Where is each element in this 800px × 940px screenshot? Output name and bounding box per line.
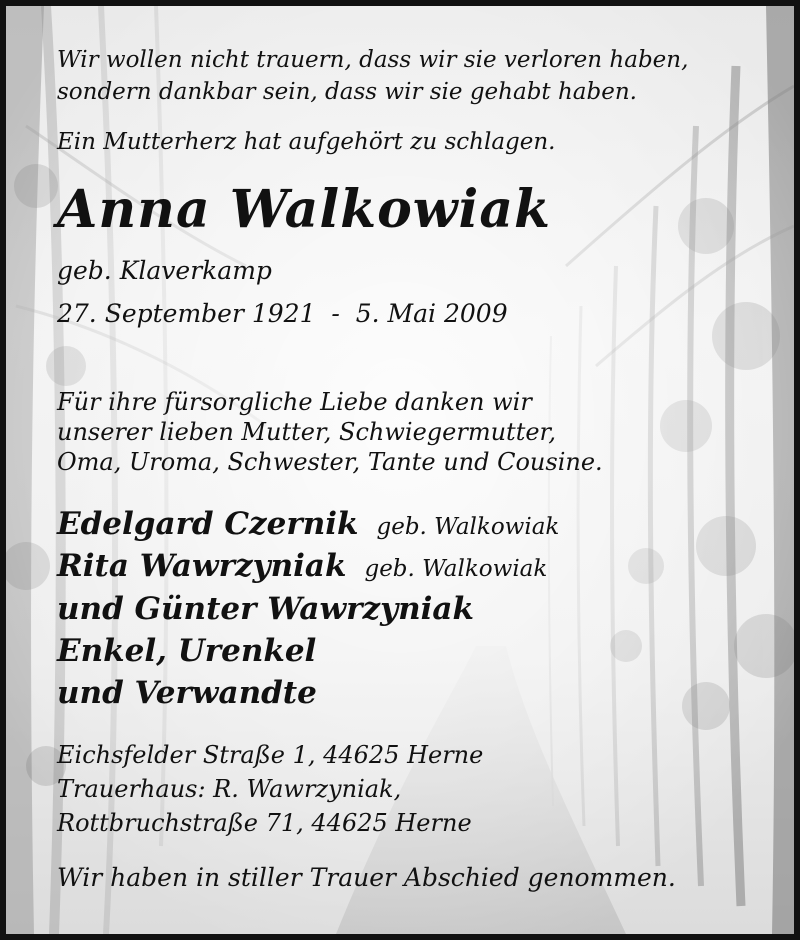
- family-member: und Verwandte: [57, 675, 317, 711]
- family-member-name: Rita Wawrzyniak: [57, 548, 347, 584]
- notice-text: [6, 6, 794, 934]
- deceased-name: Anna Walkowiak: [57, 179, 552, 240]
- family-member-name: Edelgard Czernik: [57, 506, 359, 542]
- address-line-1: Eichsfelder Straße 1, 44625 Herne: [57, 741, 484, 769]
- closing-line: Wir haben in stiller Trauer Abschied genommen.: [57, 863, 676, 892]
- family-member: und Günter Wawrzyniak: [57, 591, 474, 627]
- quote-line-1: Wir wollen nicht trauern, dass wir sie verloren haben,: [57, 47, 689, 73]
- birth-name: geb. Klaverkamp: [57, 256, 272, 285]
- thanks-line-2: unserer lieben Mutter, Schwiegermutter,: [57, 418, 557, 446]
- life-dates: 27. September 1921 - 5. Mai 2009: [57, 299, 508, 328]
- thanks-line-1: Für ihre fürsorgliche Liebe danken wir: [57, 388, 532, 416]
- family-member: Enkel, Urenkel: [57, 633, 317, 669]
- intro-line: Ein Mutterherz hat aufgehört zu schlagen.: [57, 129, 556, 155]
- address-line-2: Trauerhaus: R. Wawrzyniak,: [57, 775, 402, 803]
- address-line-3: Rottbruchstraße 71, 44625 Herne: [57, 809, 472, 837]
- family-member: [57, 546, 547, 590]
- quote-line-2: sondern dankbar sein, dass wir sie gehabt haben.: [57, 79, 637, 105]
- thanks-line-3: Oma, Uroma, Schwester, Tante und Cousine.: [57, 448, 603, 476]
- family-member-note: geb. Walkowiak: [376, 514, 560, 540]
- family-member: [57, 504, 559, 548]
- family-member-note: geb. Walkowiak: [364, 556, 548, 582]
